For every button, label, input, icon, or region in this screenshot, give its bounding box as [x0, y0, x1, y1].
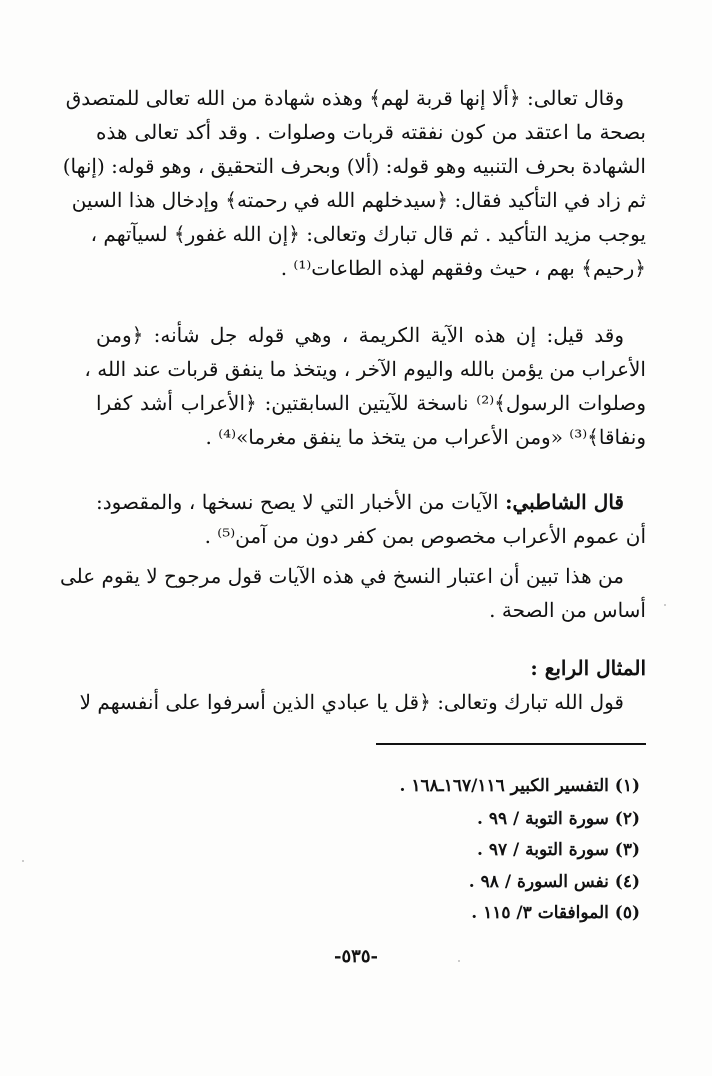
paragraph-4	[59, 564, 646, 634]
footnote-2: (٢) سورة التوبة / ٩٩ .	[476, 809, 640, 829]
text-line: وقال تعالى: ﴿ألا إنها قربة لهم﴾ وهذه شهادة من الله تعالى للمتصدق	[65, 86, 624, 110]
footnote-1: (١) التفسير الكبير ١٦٧/١١٦ـ١٦٨ .	[399, 776, 640, 796]
paragraph-1	[62, 86, 646, 296]
paragraph-3	[96, 490, 646, 560]
footnote-3: (٣) سورة التوبة / ٩٧ .	[476, 840, 640, 860]
text-line: من هذا تبين أن اعتبار النسخ في هذه الآيات قول مرجوح لا يقوم على	[59, 564, 624, 588]
text-line: الأعراب من يؤمن بالله واليوم الآخر ، ويتخذ ما ينفق قربات عند الله ،	[84, 357, 646, 381]
text-line: وصلوات الرسول﴾⁽²⁾ ناسخة للآيتين السابقتين: ﴿الأعراب أشد كفرا	[96, 391, 646, 415]
text-line: ثم زاد في التأكيد فقال: ﴿سيدخلهم الله في رحمته﴾ وإدخال هذا السين	[71, 188, 646, 212]
text-line	[96, 490, 624, 514]
author-citation: قال الشاطبي:	[505, 490, 624, 514]
paragraph-2	[84, 323, 646, 463]
scan-speck	[458, 960, 460, 962]
footnote-separator	[376, 743, 646, 745]
text-line: ﴿رحيم﴾ بهم ، حيث وفقهم لهذه الطاعات⁽¹⁾ .	[280, 256, 646, 280]
text-run: الآيات من الأخبار التي لا يصح نسخها ، والمقصود:	[96, 490, 506, 514]
section-heading: المثال الرابع :	[530, 656, 646, 680]
scan-speck	[664, 604, 666, 606]
section-example-4	[79, 656, 646, 726]
text-line: ونفاقا﴾⁽³⁾ «ومن الأعراب من يتخذ ما ينفق مغرما»⁽⁴⁾ .	[205, 425, 646, 449]
scan-speck	[22, 860, 24, 862]
text-line: أساس من الصحة .	[489, 598, 646, 622]
text-line: أن عموم الأعراب مخصوص بمن كفر دون من آمن⁽⁵⁾ .	[204, 524, 646, 548]
text-line: بصحة ما اعتقد من كون نفقته قربات وصلوات . وقد أكد تعالى هذه	[96, 120, 646, 144]
footnote-5: (٥) الموافقات ٣/ ١١٥ .	[471, 903, 640, 923]
text-line: قول الله تبارك وتعالى: ﴿قل يا عبادي الذين أسرفوا على أنفسهم لا	[79, 690, 624, 714]
page-number: -٥٣٥-	[334, 946, 378, 967]
text-line: يوجب مزيد التأكيد . ثم قال تبارك وتعالى: ﴿إن الله غفور﴾ لسيآتهم ،	[90, 222, 646, 246]
text-line: وقد قيل: إن هذه الآية الكريمة ، وهي قوله جل شأنه: ﴿ومن	[96, 323, 624, 347]
text-line: الشهادة بحرف التنبيه وهو قوله: (ألا) وبحرف التحقيق ، وهو قوله: (إنها)	[62, 154, 646, 178]
footnote-4: (٤) نفس السورة / ٩٨ .	[468, 872, 640, 892]
